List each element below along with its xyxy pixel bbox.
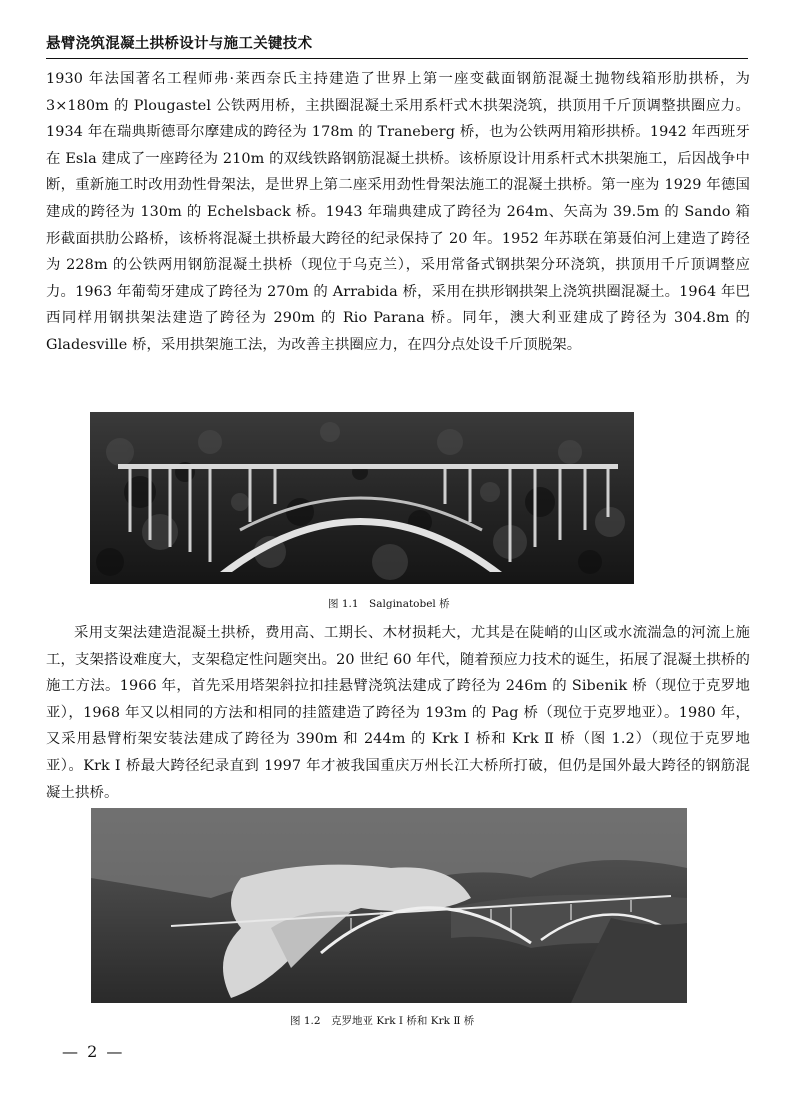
paragraph-1: 1930 年法国著名工程师弗·莱西奈氏主持建造了世界上第一座变截面钢筋混凝土抛物线箱形肋拱桥，为 3×180m 的 Plougastel 公铁两用桥，主拱圈混凝土采用系杆式木拱架浇筑，拱顶用千斤顶调整拱圈应力。1934 年在瑞典斯德哥尔摩建成的跨径为 178m 的 Traneberg 桥，也为公铁两用箱形拱桥。1942 年西班牙在 Esla 建成了一座跨径为 210m 的双线铁路钢筋混凝土拱桥。该桥原设计用系杆式木拱架施工，后因战争中断，重新施工时改用劲性骨架法，是世界上第二座采用劲性骨架法施工的混凝土拱桥。第一座为 1929 年德国建成的跨径为 130m 的 Echelsback 桥。1943 年瑞典建成了跨径为 264m、矢高为 39.5m 的 Sando 箱形截面拱肋公路桥，该桥将混凝土拱桥最大跨径的纪录保持了 20 年。1952 年苏联在第聂伯河上建造了跨径为 228m 的公铁两用钢筋混凝土拱桥（现位于乌克兰），采用常备式钢拱架分环浇筑，拱顶用千斤顶调整应力。1963 年葡萄牙建成了跨径为 270m 的 Arrabida 桥，采用在拱形钢拱架上浇筑拱圈混凝土。1964 年巴西同样用钢拱架法建造了跨径为 290m 的 Rio Parana 桥。同年，澳大利亚建成了跨径为 304.8m 的 Gladesville 桥，采用拱架施工法，为改善主拱圈应力，在四分点处设千斤顶脱架。 xyxy=(46,71,750,353)
figure-1-caption: 图 1.1 Salginatobel 桥 xyxy=(328,598,450,610)
figure-2-caption: 图 1.2 克罗地亚 Krk Ⅰ 桥和 Krk Ⅱ 桥 xyxy=(290,1015,475,1027)
running-header-title: 悬臂浇筑混凝土拱桥设计与施工关键技术 xyxy=(46,36,313,52)
paragraph-2: 采用支架法建造混凝土拱桥，费用高、工期长、木材损耗大，尤其是在陡峭的山区或水流湍急的河流上施工，支架搭设难度大，支架稳定性问题突出。20 世纪 60 年代，随着预应力技术的诞生，拓展了混凝土拱桥的施工方法。1966 年，首先采用塔架斜拉扣挂悬臂浇筑法建成了跨径为 246m 的 Sibenik 桥（现位于克罗地亚），1968 年又以相同的方法和相同的挂篮建造了跨径为 193m 的 Pag 桥（现位于克罗地亚）。1980 年，又采用悬臂桁架安装法建成了跨径为 390m 和 244m 的 Krk Ⅰ 桥和 Krk Ⅱ 桥（图 1.2）（现位于克罗地亚）。Krk Ⅰ 桥最大跨径纪录直到 1997 年才被我国重庆万州长江大桥所打破，但仍是国外最大跨径的钢筋混凝土拱桥。 xyxy=(46,625,750,801)
figure-1-photo xyxy=(90,412,634,584)
figure-2-photo xyxy=(91,808,687,1003)
page-number: — 2 — xyxy=(62,1042,125,1061)
header-rule xyxy=(46,58,748,59)
